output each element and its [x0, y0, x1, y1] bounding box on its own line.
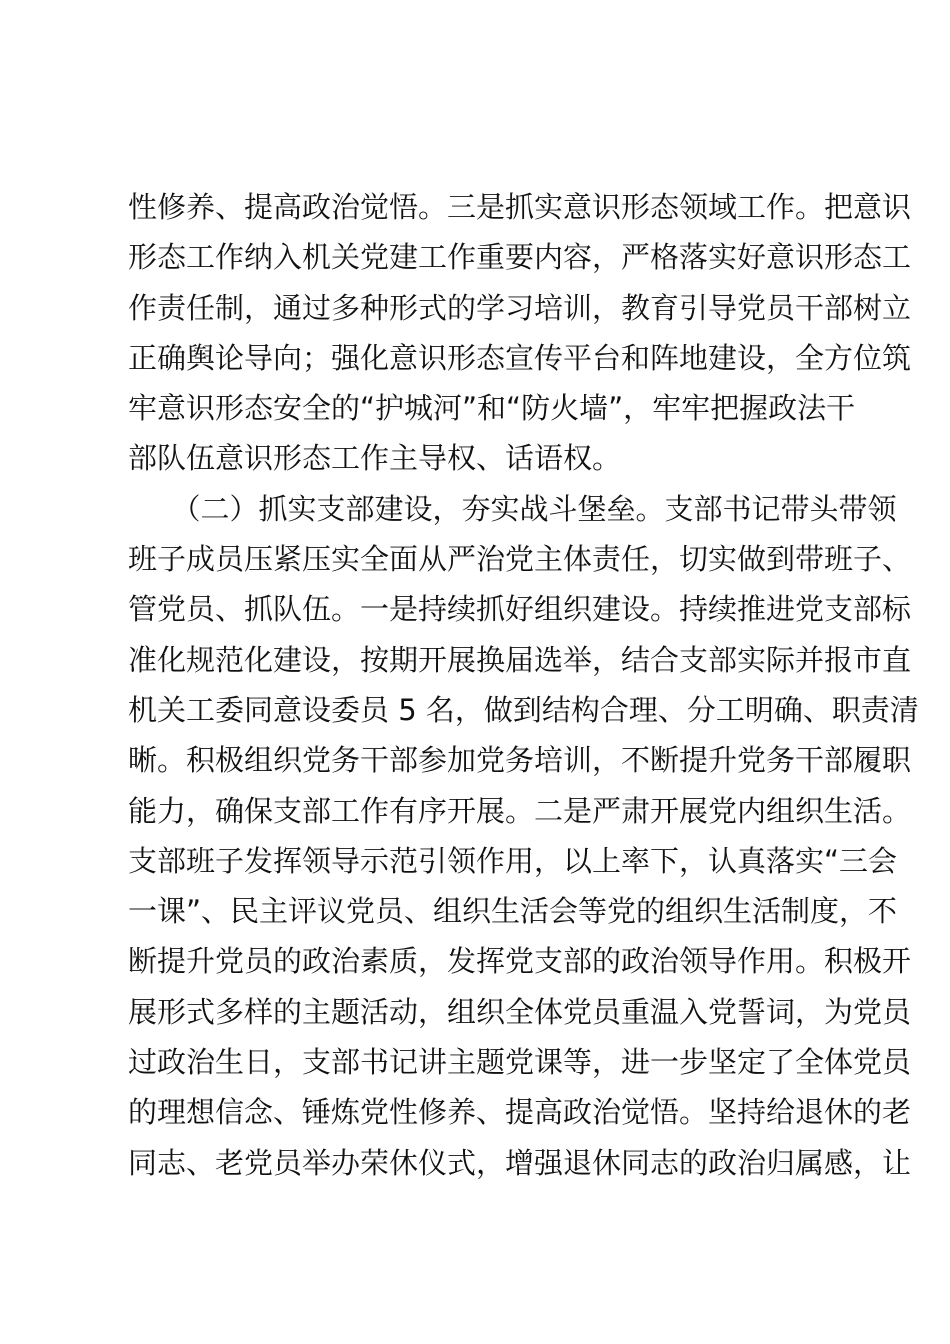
- text-line: 同志、老党员举办荣休仪式，增强退休同志的政治归属感，让: [128, 1145, 912, 1180]
- text-line: 机关工委同意设委员 5 名，做到结构合理、分工明确、职责清: [128, 692, 919, 727]
- text-line: 一课”、民主评议党员、组织生活会等党的组织生活制度，不: [128, 894, 898, 929]
- text-line: 晰。积极组织党务干部参加党务培训，不断提升党务干部履职: [128, 743, 912, 778]
- text-line: 展形式多样的主题活动，组织全体党员重温入党誓词，为党员: [128, 994, 912, 1029]
- text-line: 过政治生日，支部书记讲主题党课等，进一步坚定了全体党员: [128, 1045, 912, 1080]
- text-line: 能力，确保支部工作有序开展。二是严肃开展党内组织生活。: [128, 793, 912, 828]
- text-line: 管党员、抓队伍。一是持续抓好组织建设。持续推进党支部标: [128, 592, 912, 627]
- text-line: 牢意识形态安全的“护城河”和“防火墙”，牢牢把握政法干: [128, 391, 856, 426]
- body-text: [128, 182, 919, 1188]
- text-line: 准化规范化建设，按期开展换届选举，结合支部实际并报市直: [128, 642, 912, 677]
- text-line: 正确舆论导向；强化意识形态宣传平台和阵地建设，全方位筑: [128, 340, 912, 375]
- text-line: 支部班子发挥领导示范引领作用，以上率下，认真落实“三会: [128, 843, 898, 878]
- text-line: 作责任制，通过多种形式的学习培训，教育引导党员干部树立: [128, 290, 912, 325]
- text-line: 的理想信念、锤炼党性修养、提高政治觉悟。坚持给退休的老: [128, 1095, 912, 1130]
- text-line: 形态工作纳入机关党建工作重要内容，严格落实好意识形态工: [128, 240, 912, 275]
- section-heading-line: （二）抓实支部建设，夯实战斗堡垒。支部书记带头带领: [128, 491, 897, 526]
- text-line: 班子成员压紧压实全面从严治党主体责任，切实做到带班子、: [128, 542, 912, 577]
- text-line: 断提升党员的政治素质，发挥党支部的政治领导作用。积极开: [128, 944, 912, 979]
- text-line: 性修养、提高政治觉悟。三是抓实意识形态领域工作。把意识: [128, 190, 912, 224]
- text-line: 部队伍意识形态工作主导权、话语权。: [128, 441, 622, 476]
